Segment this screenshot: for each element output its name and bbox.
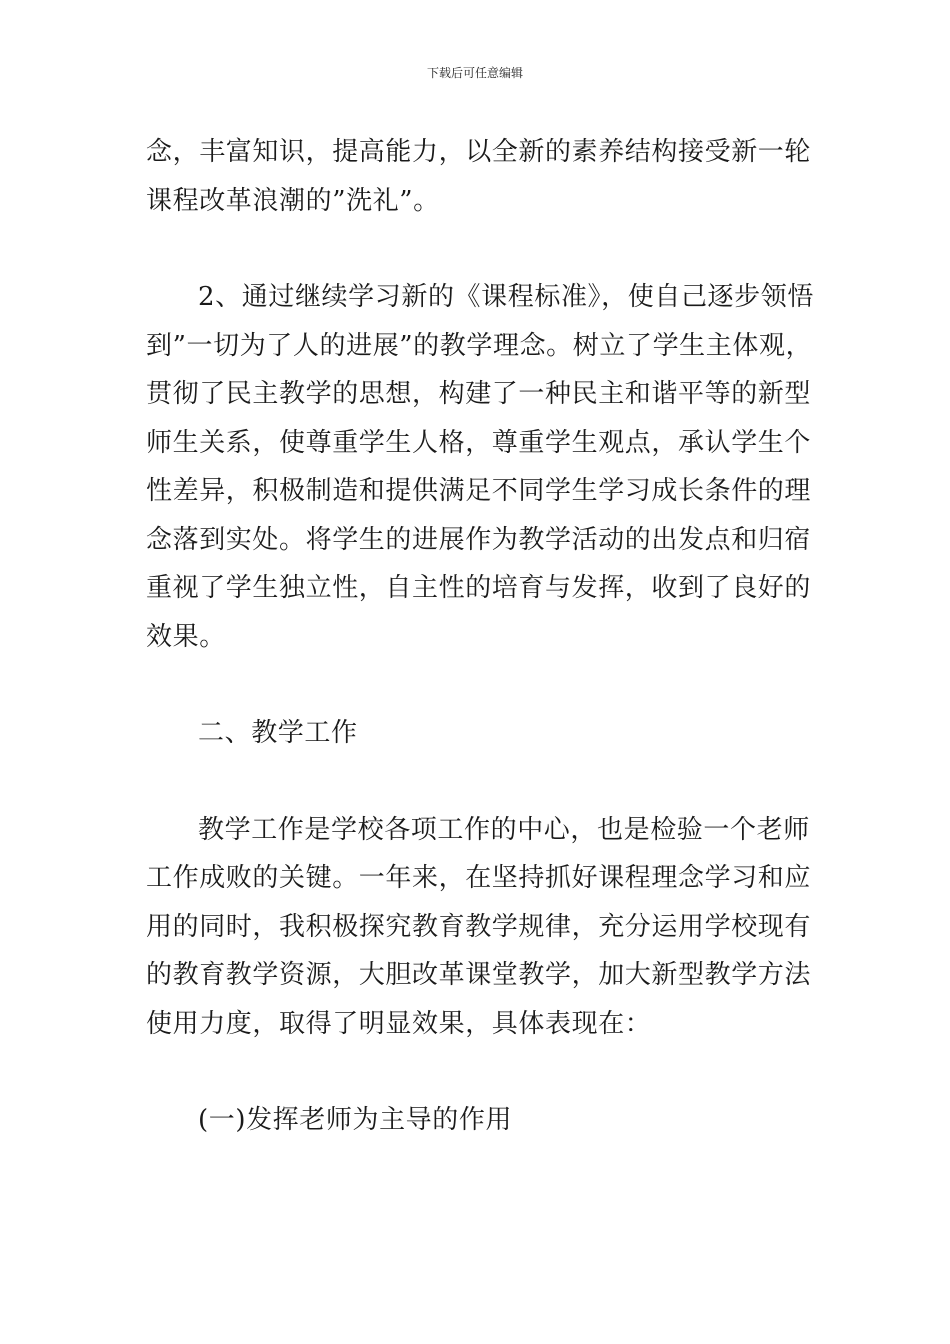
text-line: 性差异，积极制造和提供满足不同学生学习成长条件的理	[146, 476, 812, 506]
text-line: 效果。	[146, 621, 226, 652]
heading-text: (一)发挥老师为主导的作用	[198, 1105, 513, 1135]
document-body	[146, 128, 826, 1145]
text-line: 重视了学生独立性，自主性的培育与发挥，收到了良好的	[146, 573, 812, 603]
paragraph-item-2	[146, 273, 826, 661]
text-line: 念，丰富知识，提高能力，以全新的素养结构接受新一轮	[146, 137, 812, 167]
text-line: 用的同时，我积极探究教育教学规律，充分运用学校现有	[146, 911, 812, 942]
paragraph-continuation	[146, 128, 826, 225]
text-line: 2、通过继续学习新的《课程标准》，使自己逐步领悟	[198, 282, 814, 312]
subsection-heading	[146, 1096, 826, 1145]
section-heading	[146, 709, 826, 758]
text-line: 到”一切为了人的进展”的教学理念。树立了学生主体观，	[146, 330, 813, 361]
text-line: 使用力度，取得了明显效果，具体表现在：	[146, 1008, 652, 1039]
text-line: 师生关系，使尊重学生人格，尊重学生观点，承认学生个	[146, 427, 812, 458]
text-line: 的教育教学资源，大胆改革课堂教学，加大新型教学方法	[146, 960, 812, 990]
text-line: 贯彻了民主教学的思想，构建了一种民主和谐平等的新型	[146, 379, 812, 409]
text-line: 工作成败的关键。一年来，在坚持抓好课程理念学习和应	[146, 863, 812, 893]
text-line: 教学工作是学校各项工作的中心，也是检验一个老师	[198, 814, 810, 845]
heading-text: 二、教学工作	[198, 718, 358, 748]
page-header: 下载后可任意编辑	[426, 66, 523, 80]
text-line: 课程改革浪潮的”洗礼”。	[146, 185, 440, 216]
text-line: 念落到实处。将学生的进展作为教学活动的出发点和归宿	[146, 524, 812, 555]
paragraph-teaching-work	[146, 806, 826, 1049]
